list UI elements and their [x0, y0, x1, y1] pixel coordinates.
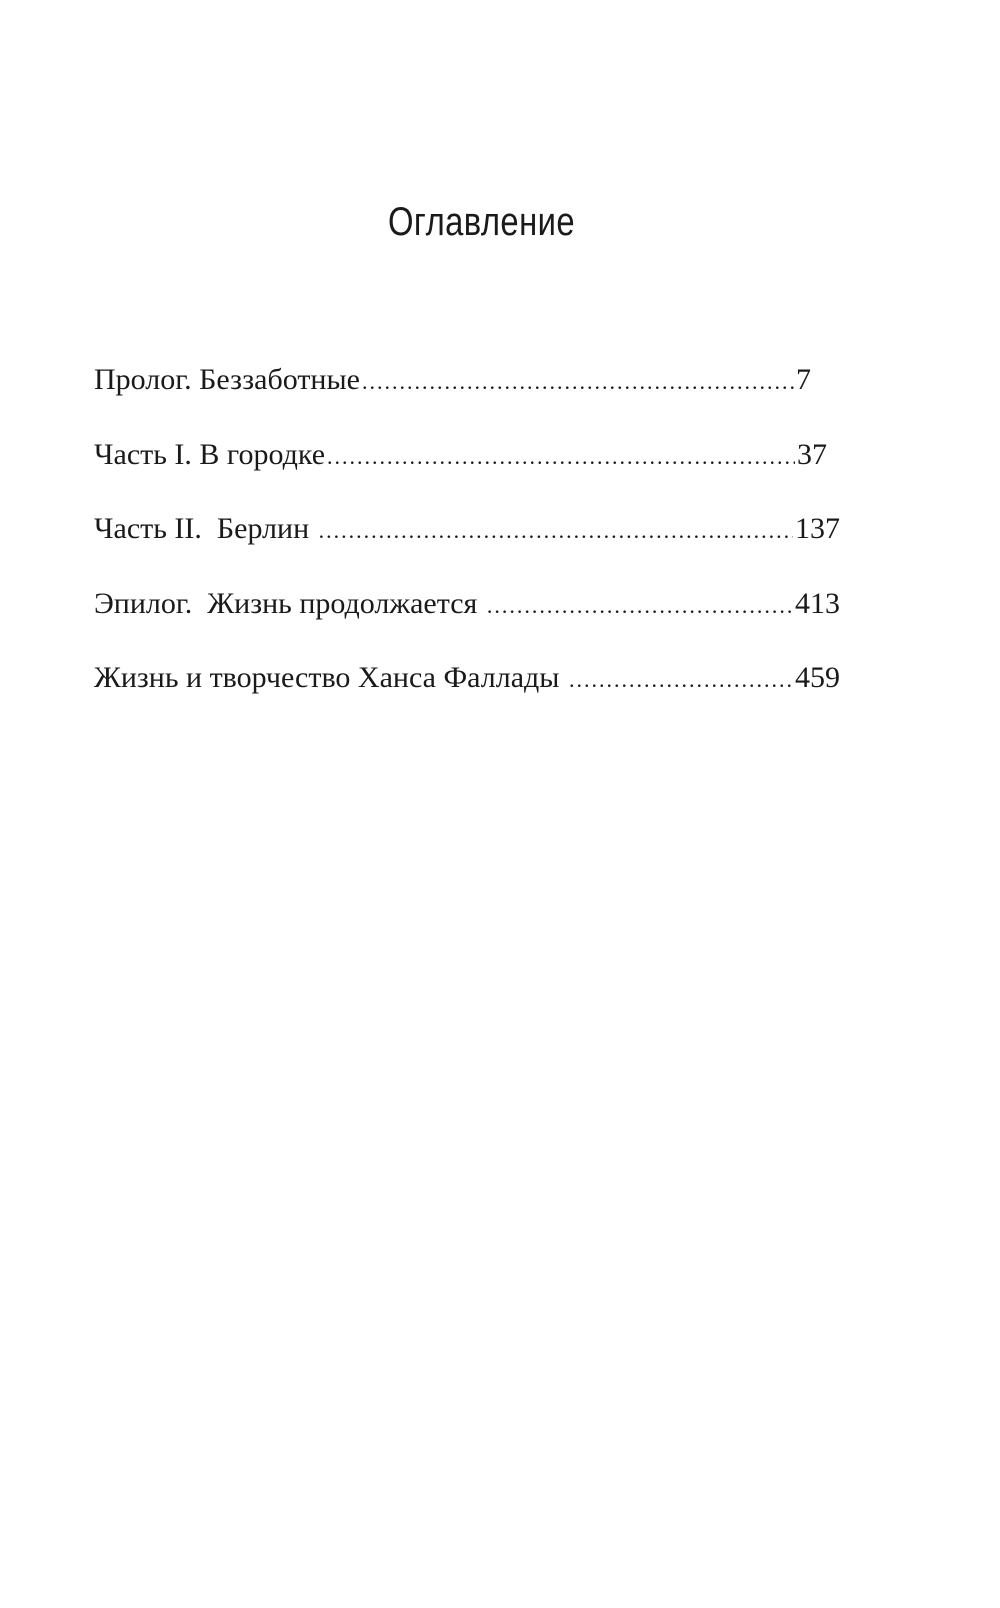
toc-entry [94, 660, 840, 696]
toc-entry [94, 511, 840, 547]
toc-entry-page: 37 [797, 437, 827, 471]
page-title: Оглавление [388, 200, 575, 244]
dot-leader [319, 513, 793, 549]
toc-entry-label: Эпилог. Жизнь продолжается [94, 586, 485, 620]
toc-entry-page: 459 [795, 661, 840, 694]
toc-entry-page: 7 [796, 363, 811, 396]
toc-entry-label: Жизнь и творчество Ханса Фаллады [94, 661, 567, 694]
toc-entry-page: 413 [795, 586, 840, 620]
toc-entry-label: Пролог. Беззаботные [94, 363, 360, 396]
dot-leader [327, 439, 795, 475]
dot-leader [487, 588, 793, 624]
toc-entry-page: 137 [795, 512, 840, 545]
dot-leader [569, 662, 793, 698]
toc-entry-label: Часть I. В городке [94, 437, 326, 471]
toc-entry [94, 586, 840, 622]
toc-entry [94, 437, 827, 473]
toc-entry-label: Часть II. Берлин [94, 512, 317, 545]
toc-entry [94, 362, 811, 398]
table-of-contents [94, 362, 854, 735]
dot-leader [362, 364, 794, 400]
